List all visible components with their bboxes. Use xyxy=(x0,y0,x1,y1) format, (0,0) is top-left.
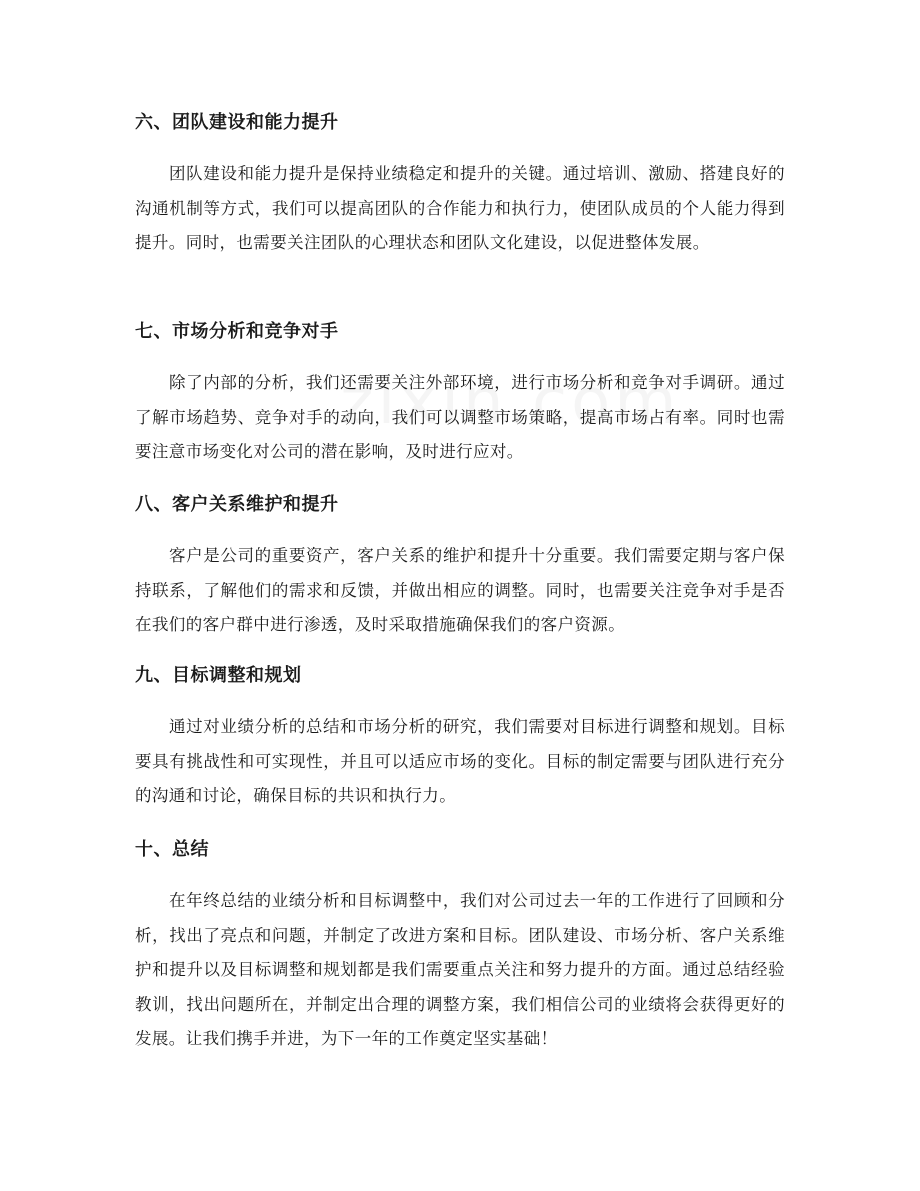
section-market-analysis xyxy=(135,320,785,470)
section-paragraph: 客户是公司的重要资产，客户关系的维护和提升十分重要。我们需要定期与客户保持联系，了解他们的需求和反馈，并做出相应的调整。同时，也需要关注竞争对手是否在我们的客户群中进行渗透，及时采取措施确保我们的客户资源。 xyxy=(135,546,785,635)
section-paragraph: 除了内部的分析，我们还需要关注外部环境，进行市场分析和竞争对手调研。通过了解市场趋势、竞争对手的动向，我们可以调整市场策略，提高市场占有率。同时也需要注意市场变化对公司的潜在影响，及时进行应对。 xyxy=(135,373,785,462)
section-summary xyxy=(135,838,785,1057)
section-heading: 六、团队建设和能力提升 xyxy=(135,112,339,133)
section-customer-relations xyxy=(135,493,785,643)
section-heading: 七、市场分析和竞争对手 xyxy=(135,321,339,342)
section-heading: 十、总结 xyxy=(135,839,209,860)
section-heading: 九、目标调整和规划 xyxy=(135,665,302,686)
section-heading: 八、客户关系维护和提升 xyxy=(135,494,339,515)
section-paragraph: 在年终总结的业绩分析和目标调整中，我们对公司过去一年的工作进行了回顾和分析，找出了亮点和问题，并制定了改进方案和目标。团队建设、市场分析、客户关系维护和提升以及目标调整和规划都是我们需要重点关注和努力提升的方面。通过总结经验教训，找出问题所在，并制定出合理的调整方案，我们相信公司的业绩将会获得更好的发展。让我们携手并进，为下一年的工作奠定坚实基础！ xyxy=(135,891,785,1049)
section-paragraph: 团队建设和能力提升是保持业绩稳定和提升的关键。通过培训、激励、搭建良好的沟通机制等方式，我们可以提高团队的合作能力和执行力，使团队成员的个人能力得到提升。同时，也需要关注团队的心理状态和团队文化建设，以促进整体发展。 xyxy=(135,164,785,253)
section-goal-planning xyxy=(135,664,785,814)
section-team-building xyxy=(135,111,785,261)
section-paragraph: 通过对业绩分析的总结和市场分析的研究，我们需要对目标进行调整和规划。目标要具有挑战性和可实现性，并且可以适应市场的变化。目标的制定需要与团队进行充分的沟通和讨论，确保目标的共识和执行力。 xyxy=(135,717,785,806)
